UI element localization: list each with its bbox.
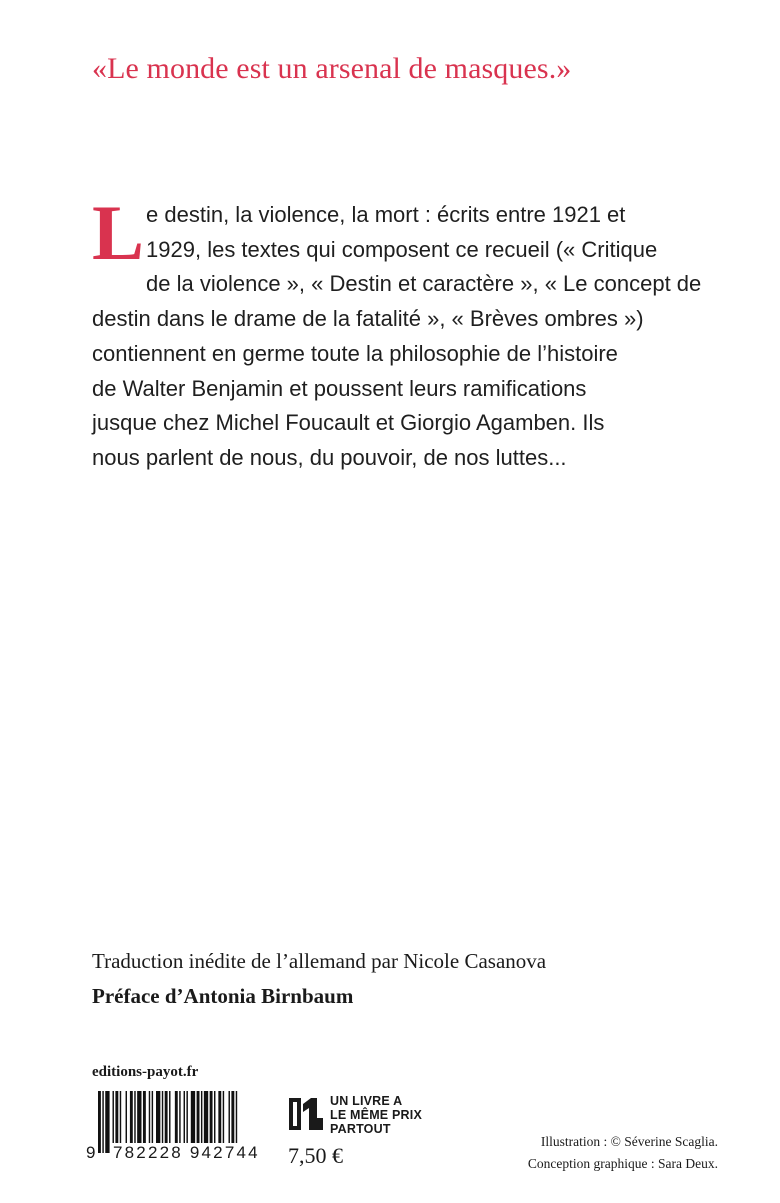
blurb-line: jusque chez Michel Foucault et Giorgio Agamben. Ils — [92, 410, 605, 436]
barcode-bar — [102, 1091, 103, 1153]
blurb-line: nous parlent de nous, du pouvoir, de nos luttes... — [92, 444, 567, 470]
barcode — [86, 1091, 280, 1173]
blurb-line: de Walter Benjamin et poussent leurs ramifications — [92, 375, 587, 401]
blurb-line: destin dans le drame de la fatalité », « Brèves ombres ») — [92, 306, 644, 332]
publisher-website[interactable]: editions-payot.fr — [92, 1064, 199, 1080]
credits-block — [92, 944, 546, 1014]
blurb-line: 1929, les textes qui composent ce recueil (« Critique — [146, 236, 658, 262]
drop-cap: L — [92, 189, 145, 276]
prix-unique-label — [330, 1094, 422, 1136]
blurb-line: e destin, la violence, la mort : écrits entre 1921 et — [146, 202, 626, 227]
price: 7,50 € — [288, 1143, 343, 1168]
translation-credit: Traduction inédite de l’allemand par Nicole Casanova — [92, 949, 547, 973]
prix-line: UN LIVRE A — [330, 1094, 403, 1108]
prix-line: LE MÊME PRIX — [330, 1108, 422, 1122]
design-credits — [528, 1131, 718, 1175]
cover-quote: «Le monde est un arsenal de masques.» — [92, 52, 572, 85]
illustration-credit: Illustration : © Séverine Scaglia. — [540, 1134, 718, 1149]
blurb-line: de la violence », « Destin et caractère », « Le concept de — [146, 271, 702, 297]
prix-line: PARTOUT — [330, 1122, 391, 1136]
barcode-first-digit: 9 — [86, 1143, 96, 1162]
barcode-bar — [105, 1091, 109, 1153]
barcode-digits: 782228 942744 — [110, 1143, 263, 1163]
blurb-text — [92, 189, 732, 476]
livre-meme-prix-logo-icon — [287, 1094, 325, 1134]
barcode-bar — [98, 1091, 101, 1153]
blurb-line: contiennent en germe toute la philosophie de l’histoire — [92, 340, 618, 366]
design-credit: Conception graphique : Sara Deux. — [527, 1156, 718, 1171]
preface-credit: Préface d’Antonia Birnbaum — [92, 984, 354, 1008]
